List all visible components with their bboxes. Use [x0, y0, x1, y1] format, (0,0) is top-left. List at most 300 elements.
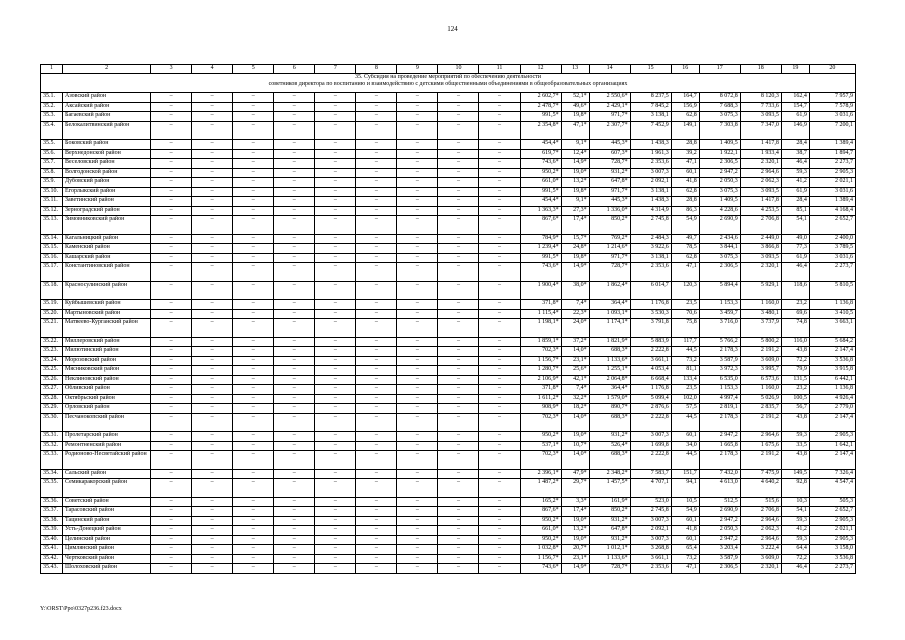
value-cell: 39,2	[671, 149, 699, 159]
empty-cell-dash: –	[438, 300, 479, 310]
district-name: Белокалитвинский район	[63, 121, 151, 140]
empty-cell-dash: –	[479, 187, 520, 197]
empty-cell-dash: –	[356, 337, 397, 347]
row-number: 35.19.	[41, 300, 63, 310]
value-cell: 5 766,2	[699, 337, 740, 347]
empty-cell-dash: –	[233, 469, 274, 479]
empty-cell-dash: –	[479, 347, 520, 357]
value-cell: 5 883,9	[630, 337, 671, 347]
empty-cell-dash: –	[356, 375, 397, 385]
table-row	[41, 385, 856, 395]
empty-cell-dash: –	[479, 432, 520, 442]
value-cell: 156,9	[671, 102, 699, 112]
value-cell: 7 688,3	[699, 102, 740, 112]
empty-cell-dash: –	[274, 168, 315, 178]
value-cell: 784,9*	[520, 234, 561, 244]
empty-cell-dash: –	[274, 413, 315, 432]
value-cell: 2 092,1	[630, 178, 671, 188]
empty-cell-dash: –	[192, 263, 233, 282]
value-cell: 1 093,1*	[589, 309, 630, 319]
empty-cell-dash: –	[438, 281, 479, 300]
value-cell: 86,3	[671, 206, 699, 216]
empty-cell-dash: –	[192, 366, 233, 376]
empty-cell-dash: –	[274, 300, 315, 310]
value-cell: 3 031,6	[809, 253, 855, 263]
value-cell: 5 810,5	[809, 281, 855, 300]
empty-cell-dash: –	[274, 507, 315, 517]
value-cell: 1 438,3	[630, 140, 671, 150]
value-cell: 14,9*	[561, 263, 589, 282]
value-cell: 7 347,0	[740, 121, 781, 140]
empty-cell-dash: –	[397, 168, 438, 178]
value-cell: 2 449,0	[740, 234, 781, 244]
empty-cell-dash: –	[233, 545, 274, 555]
district-name: Тацинский район	[63, 516, 151, 526]
district-name: Орловский район	[63, 404, 151, 414]
district-name: Неклиновский район	[63, 375, 151, 385]
table-row	[41, 432, 856, 442]
empty-cell-dash: –	[479, 168, 520, 178]
empty-cell-dash: –	[438, 253, 479, 263]
value-cell: 2 222,8	[630, 413, 671, 432]
empty-cell-dash: –	[274, 432, 315, 442]
value-cell: 3 007,3	[630, 535, 671, 545]
empty-cell-dash: –	[438, 140, 479, 150]
empty-cell-dash: –	[356, 366, 397, 376]
value-cell: 5 099,4	[630, 394, 671, 404]
value-cell: 19,0*	[561, 516, 589, 526]
value-cell: 371,8*	[520, 300, 561, 310]
empty-cell-dash: –	[397, 432, 438, 442]
empty-cell-dash: –	[356, 451, 397, 470]
value-cell: 515,6	[740, 497, 781, 507]
value-cell: 60,1	[671, 516, 699, 526]
table-row	[41, 140, 856, 150]
value-cell: 23,2	[781, 385, 809, 395]
value-cell: 2 745,8	[630, 216, 671, 235]
value-cell: 49,6*	[561, 102, 589, 112]
value-cell: 3 716,0	[699, 319, 740, 338]
empty-cell-dash: –	[274, 187, 315, 197]
value-cell: 41,8	[671, 178, 699, 188]
district-name: Шолоховский район	[63, 564, 151, 574]
value-cell: 3 844,1	[699, 244, 740, 254]
value-cell: 28,8	[671, 197, 699, 207]
value-cell: 14,9*	[561, 159, 589, 169]
column-header: 9	[397, 65, 438, 74]
value-cell: 72,2	[781, 554, 809, 564]
empty-cell-dash: –	[438, 309, 479, 319]
value-cell: 4 168,4	[809, 206, 855, 216]
empty-cell-dash: –	[315, 244, 356, 254]
district-name: Обливский район	[63, 385, 151, 395]
empty-cell-dash: –	[479, 93, 520, 103]
row-number: 35.6.	[41, 149, 63, 159]
empty-cell-dash: –	[397, 93, 438, 103]
empty-cell-dash: –	[356, 385, 397, 395]
value-cell: 2 706,8	[740, 507, 781, 517]
value-cell: 1 859,1*	[520, 337, 561, 347]
district-name: Багаевский район	[63, 112, 151, 122]
value-cell: 2 396,1*	[520, 469, 561, 479]
empty-cell-dash: –	[356, 102, 397, 112]
value-cell: 6 573,6	[740, 375, 781, 385]
value-cell: 867,6*	[520, 507, 561, 517]
value-cell: 1 176,8	[630, 300, 671, 310]
value-cell: 2 191,2	[740, 451, 781, 470]
section-title-line1: 35. Субсидия на проведение мероприятий по обеспечению деятельности	[355, 74, 541, 80]
value-cell: 2 876,6	[630, 404, 671, 414]
empty-cell-dash: –	[397, 102, 438, 112]
empty-cell-dash: –	[233, 366, 274, 376]
column-header: 8	[356, 65, 397, 74]
value-cell: 3 138,1	[630, 112, 671, 122]
empty-cell-dash: –	[397, 187, 438, 197]
value-cell: 2 191,2	[740, 413, 781, 432]
value-cell: 14,0*	[561, 347, 589, 357]
value-cell: 2 429,1*	[589, 102, 630, 112]
value-cell: 116,0	[781, 337, 809, 347]
value-cell: 7 733,6	[740, 102, 781, 112]
empty-cell-dash: –	[192, 545, 233, 555]
value-cell: 54,9	[671, 216, 699, 235]
value-cell: 1 133,6*	[589, 554, 630, 564]
empty-cell-dash: –	[479, 300, 520, 310]
empty-cell-dash: –	[233, 507, 274, 517]
empty-cell-dash: –	[151, 159, 192, 169]
empty-cell-dash: –	[151, 469, 192, 479]
value-cell: 3 203,4	[699, 545, 740, 555]
value-cell: 850,2*	[589, 507, 630, 517]
empty-cell-dash: –	[479, 121, 520, 140]
value-cell: 44,5	[671, 451, 699, 470]
value-cell: 2 147,4	[809, 347, 855, 357]
table-row	[41, 281, 856, 300]
empty-cell-dash: –	[397, 554, 438, 564]
row-number: 35.35.	[41, 479, 63, 498]
value-cell: 3 663,1	[809, 319, 855, 338]
district-name: Азовский район	[63, 93, 151, 103]
value-cell: 7 845,2	[630, 102, 671, 112]
empty-cell-dash: –	[356, 479, 397, 498]
value-cell: 7 583,7	[630, 469, 671, 479]
value-cell: 2 550,6*	[589, 93, 630, 103]
value-cell: 1 176,8	[630, 385, 671, 395]
column-header: 1	[41, 65, 63, 74]
row-number: 35.32.	[41, 441, 63, 451]
empty-cell-dash: –	[356, 507, 397, 517]
district-name: Песчанокопский район	[63, 413, 151, 432]
value-cell: 769,2*	[589, 234, 630, 244]
value-cell: 1 862,4*	[589, 281, 630, 300]
empty-cell-dash: –	[233, 394, 274, 404]
value-cell: 5 800,2	[740, 337, 781, 347]
column-header: 5	[233, 65, 274, 74]
empty-cell-dash: –	[479, 469, 520, 479]
value-cell: 1 214,6*	[589, 244, 630, 254]
empty-cell-dash: –	[151, 366, 192, 376]
empty-cell-dash: –	[192, 404, 233, 414]
value-cell: 60,1	[671, 432, 699, 442]
empty-cell-dash: –	[315, 309, 356, 319]
empty-cell-dash: –	[192, 159, 233, 169]
district-name: Константиновский район	[63, 263, 151, 282]
empty-cell-dash: –	[438, 319, 479, 338]
empty-cell-dash: –	[438, 526, 479, 536]
empty-cell-dash: –	[479, 366, 520, 376]
empty-cell-dash: –	[151, 507, 192, 517]
empty-cell-dash: –	[438, 507, 479, 517]
empty-cell-dash: –	[274, 93, 315, 103]
value-cell: 2 222,8	[630, 451, 671, 470]
value-cell: 688,3*	[589, 451, 630, 470]
empty-cell-dash: –	[438, 121, 479, 140]
district-name: Тарасовский район	[63, 507, 151, 517]
value-cell: 5 894,4	[699, 281, 740, 300]
table-row	[41, 319, 856, 338]
value-cell: 2 191,2	[740, 347, 781, 357]
empty-cell-dash: –	[192, 432, 233, 442]
value-cell: 19,8*	[561, 112, 589, 122]
value-cell: 33,5	[781, 441, 809, 451]
empty-cell-dash: –	[356, 112, 397, 122]
empty-cell-dash: –	[192, 319, 233, 338]
value-cell: 9,1*	[561, 140, 589, 150]
column-header: 11	[479, 65, 520, 74]
table-row	[41, 253, 856, 263]
district-name: Волгодонской район	[63, 168, 151, 178]
empty-cell-dash: –	[356, 309, 397, 319]
table-row	[41, 404, 856, 414]
table-row	[41, 178, 856, 188]
section-title-row	[41, 74, 856, 93]
value-cell: 43,8	[781, 413, 809, 432]
value-cell: 3 866,8	[740, 244, 781, 254]
row-number: 35.27.	[41, 385, 63, 395]
value-cell: 41,2	[781, 526, 809, 536]
value-cell: 44,5	[671, 347, 699, 357]
value-cell: 2 478,7*	[520, 102, 561, 112]
value-cell: 3 093,5	[740, 112, 781, 122]
table-row	[41, 159, 856, 169]
value-cell: 2 064,8*	[589, 375, 630, 385]
table-row	[41, 216, 856, 235]
empty-cell-dash: –	[151, 545, 192, 555]
value-cell: 364,4*	[589, 300, 630, 310]
value-cell: 28,4	[781, 140, 809, 150]
empty-cell-dash: –	[315, 441, 356, 451]
empty-cell-dash: –	[315, 112, 356, 122]
value-cell: 3 922,6	[630, 244, 671, 254]
value-cell: 2 222,8	[630, 347, 671, 357]
value-cell: 2 147,4	[809, 451, 855, 470]
empty-cell-dash: –	[274, 178, 315, 188]
value-cell: 47,9*	[561, 469, 589, 479]
table-row	[41, 479, 856, 498]
empty-cell-dash: –	[479, 535, 520, 545]
value-cell: 118,6	[781, 281, 809, 300]
empty-cell-dash: –	[233, 337, 274, 347]
district-name: Егорлыкский район	[63, 187, 151, 197]
row-number: 35.30.	[41, 413, 63, 432]
empty-cell-dash: –	[233, 187, 274, 197]
empty-cell-dash: –	[151, 168, 192, 178]
empty-cell-dash: –	[233, 441, 274, 451]
empty-cell-dash: –	[151, 554, 192, 564]
table-row	[41, 413, 856, 432]
empty-cell-dash: –	[192, 93, 233, 103]
empty-cell-dash: –	[315, 187, 356, 197]
empty-cell-dash: –	[151, 112, 192, 122]
district-name: Усть-Донецкий район	[63, 526, 151, 536]
empty-cell-dash: –	[479, 281, 520, 300]
value-cell: 743,6*	[520, 159, 561, 169]
empty-cell-dash: –	[151, 516, 192, 526]
value-cell: 3 737,9	[740, 319, 781, 338]
value-cell: 7 303,8	[699, 121, 740, 140]
value-cell: 3 459,7	[699, 309, 740, 319]
empty-cell-dash: –	[356, 497, 397, 507]
empty-cell-dash: –	[233, 149, 274, 159]
value-cell: 1 922,1	[699, 149, 740, 159]
value-cell: 1 457,5*	[589, 479, 630, 498]
value-cell: 47,1	[671, 263, 699, 282]
value-cell: 6 535,0	[699, 375, 740, 385]
empty-cell-dash: –	[151, 140, 192, 150]
value-cell: 10,7*	[561, 441, 589, 451]
empty-cell-dash: –	[356, 149, 397, 159]
value-cell: 1 160,0	[740, 385, 781, 395]
empty-cell-dash: –	[274, 404, 315, 414]
empty-cell-dash: –	[438, 516, 479, 526]
empty-cell-dash: –	[192, 309, 233, 319]
district-name: Дубовский район	[63, 178, 151, 188]
empty-cell-dash: –	[479, 404, 520, 414]
empty-cell-dash: –	[438, 432, 479, 442]
empty-cell-dash: –	[233, 300, 274, 310]
empty-cell-dash: –	[356, 93, 397, 103]
row-number: 35.15.	[41, 244, 63, 254]
value-cell: 69,6	[781, 309, 809, 319]
empty-cell-dash: –	[233, 375, 274, 385]
empty-cell-dash: –	[151, 497, 192, 507]
value-cell: 46,4	[781, 159, 809, 169]
row-number: 35.17.	[41, 263, 63, 282]
value-cell: 4 547,4	[809, 479, 855, 498]
empty-cell-dash: –	[356, 469, 397, 479]
value-cell: 1 153,3	[699, 300, 740, 310]
value-cell: 4 707,1	[630, 479, 671, 498]
value-cell: 4 053,4	[630, 366, 671, 376]
empty-cell-dash: –	[356, 253, 397, 263]
empty-cell-dash: –	[479, 102, 520, 112]
row-number: 35.41.	[41, 545, 63, 555]
value-cell: 728,7*	[589, 564, 630, 574]
district-name: Родионово-Несветайский район	[63, 451, 151, 470]
empty-cell-dash: –	[479, 564, 520, 574]
value-cell: 364,4*	[589, 385, 630, 395]
empty-cell-dash: –	[315, 263, 356, 282]
empty-cell-dash: –	[479, 253, 520, 263]
value-cell: 3 007,3	[630, 516, 671, 526]
section-title	[41, 74, 856, 93]
value-cell: 688,3*	[589, 347, 630, 357]
empty-cell-dash: –	[315, 168, 356, 178]
row-number: 35.34.	[41, 469, 63, 479]
empty-cell-dash: –	[438, 149, 479, 159]
district-name: Мясниковский район	[63, 366, 151, 376]
value-cell: 3 480,1	[740, 309, 781, 319]
empty-cell-dash: –	[479, 385, 520, 395]
empty-cell-dash: –	[356, 394, 397, 404]
empty-cell-dash: –	[151, 385, 192, 395]
empty-cell-dash: –	[397, 451, 438, 470]
empty-cell-dash: –	[151, 93, 192, 103]
empty-cell-dash: –	[397, 516, 438, 526]
empty-cell-dash: –	[192, 535, 233, 545]
empty-cell-dash: –	[233, 319, 274, 338]
row-number: 35.28.	[41, 394, 63, 404]
value-cell: 523,0	[630, 497, 671, 507]
value-cell: 7 475,9	[740, 469, 781, 479]
district-name: Зерноградский район	[63, 206, 151, 216]
empty-cell-dash: –	[479, 309, 520, 319]
table-row	[41, 309, 856, 319]
value-cell: 146,9	[781, 121, 809, 140]
column-header: 14	[589, 65, 630, 74]
value-cell: 54,1	[781, 216, 809, 235]
column-header: 4	[192, 65, 233, 74]
empty-cell-dash: –	[438, 375, 479, 385]
empty-cell-dash: –	[151, 347, 192, 357]
value-cell: 890,7*	[589, 404, 630, 414]
empty-cell-dash: –	[192, 469, 233, 479]
empty-cell-dash: –	[233, 206, 274, 216]
value-cell: 6 014,7	[630, 281, 671, 300]
empty-cell-dash: –	[479, 319, 520, 338]
empty-cell-dash: –	[233, 216, 274, 235]
empty-cell-dash: –	[192, 375, 233, 385]
district-name: Каменский район	[63, 244, 151, 254]
empty-cell-dash: –	[438, 469, 479, 479]
empty-cell-dash: –	[151, 356, 192, 366]
row-number: 35.13.	[41, 216, 63, 235]
value-cell: 7,4*	[561, 300, 589, 310]
value-cell: 931,2*	[589, 432, 630, 442]
empty-cell-dash: –	[397, 140, 438, 150]
value-cell: 102,0	[671, 394, 699, 404]
value-cell: 3 007,3	[630, 168, 671, 178]
table-row	[41, 347, 856, 357]
empty-cell-dash: –	[233, 140, 274, 150]
value-cell: 2 307,7*	[589, 121, 630, 140]
value-cell: 1 642,1	[809, 441, 855, 451]
empty-cell-dash: –	[397, 178, 438, 188]
value-cell: 14,0*	[561, 413, 589, 432]
district-name: Мартыновский район	[63, 309, 151, 319]
row-number: 35.31.	[41, 432, 63, 442]
value-cell: 10,3	[781, 497, 809, 507]
value-cell: 1 961,3	[630, 149, 671, 159]
value-cell: 2 484,3	[630, 234, 671, 244]
column-header: 18	[740, 65, 781, 74]
empty-cell-dash: –	[151, 394, 192, 404]
value-cell: 1 821,9*	[589, 337, 630, 347]
value-cell: 2 306,5	[699, 159, 740, 169]
empty-cell-dash: –	[438, 168, 479, 178]
value-cell: 3 995,7	[740, 366, 781, 376]
column-header: 17	[699, 65, 740, 74]
